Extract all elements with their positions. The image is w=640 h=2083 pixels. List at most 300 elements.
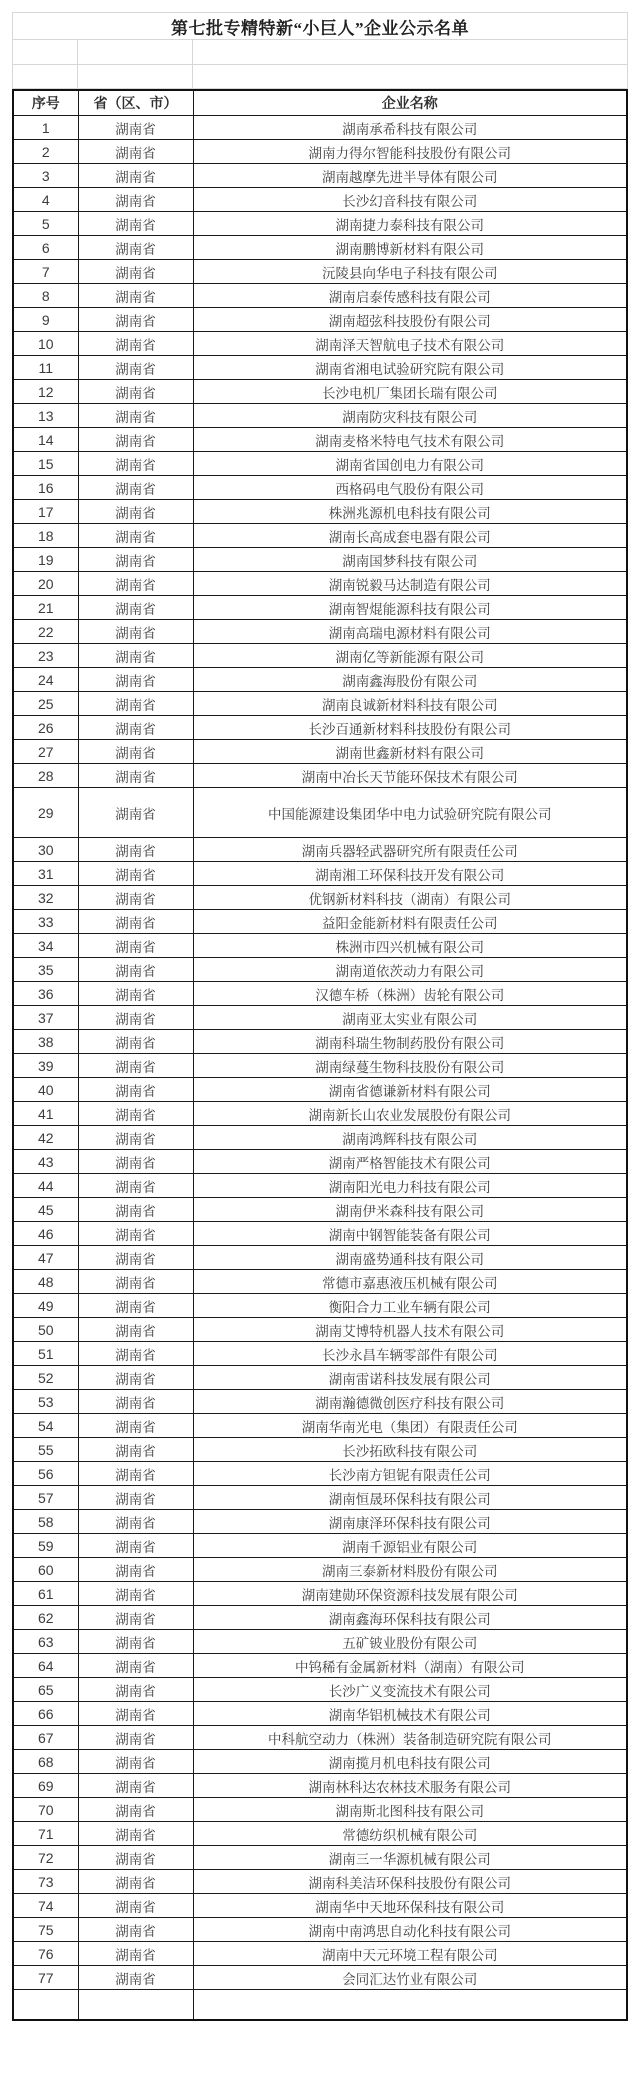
company-name-cell: 湖南鹏博新材料有限公司 (193, 236, 627, 260)
company-name-cell: 湖南越摩先进半导体有限公司 (193, 164, 627, 188)
table-row (13, 1774, 627, 1798)
province-cell: 湖南省 (78, 1606, 193, 1630)
empty-cell (13, 65, 78, 89)
province-cell: 湖南省 (78, 740, 193, 764)
company-name-cell: 湖南防灾科技有限公司 (193, 404, 627, 428)
province-cell: 湖南省 (78, 1462, 193, 1486)
row-number-cell: 25 (13, 692, 78, 716)
company-name-cell: 湖南鑫海环保科技有限公司 (193, 1606, 627, 1630)
company-name-cell: 长沙拓欧科技有限公司 (193, 1438, 627, 1462)
table-row (13, 1942, 627, 1966)
row-number-cell: 42 (13, 1126, 78, 1150)
company-name-cell: 湖南泽天智航电子技术有限公司 (193, 332, 627, 356)
row-number-cell: 17 (13, 500, 78, 524)
empty-cell (78, 65, 193, 89)
province-cell: 湖南省 (78, 1054, 193, 1078)
table-row (13, 1294, 627, 1318)
province-cell: 湖南省 (78, 548, 193, 572)
column-header-no: 序号 (13, 90, 78, 116)
province-cell: 湖南省 (78, 1390, 193, 1414)
company-name-cell: 沅陵县向华电子科技有限公司 (193, 260, 627, 284)
province-cell: 湖南省 (78, 1798, 193, 1822)
row-number-cell: 38 (13, 1030, 78, 1054)
row-number-cell: 76 (13, 1942, 78, 1966)
table-row (13, 1438, 627, 1462)
table-row (13, 1510, 627, 1534)
company-name-cell: 湖南超弦科技股份有限公司 (193, 308, 627, 332)
row-number-cell: 1 (13, 116, 78, 140)
company-name-cell: 湖南中冶长天节能环保技术有限公司 (193, 764, 627, 788)
table-row (13, 1870, 627, 1894)
company-name-cell: 湖南新长山农业发展股份有限公司 (193, 1102, 627, 1126)
company-name-cell: 湖南千源铝业有限公司 (193, 1534, 627, 1558)
company-name-cell: 衡阳合力工业车辆有限公司 (193, 1294, 627, 1318)
table-row (13, 1222, 627, 1246)
company-name-cell: 湖南华南光电（集团）有限责任公司 (193, 1414, 627, 1438)
row-number-cell: 43 (13, 1150, 78, 1174)
table-row (13, 212, 627, 236)
table-row (13, 1534, 627, 1558)
table-row (13, 1726, 627, 1750)
table-row (13, 1654, 627, 1678)
company-name-cell: 湖南鸿辉科技有限公司 (193, 1126, 627, 1150)
province-cell: 湖南省 (78, 116, 193, 140)
company-name-cell: 湖南高瑞电源材料有限公司 (193, 620, 627, 644)
table-row (13, 644, 627, 668)
company-name-cell: 湖南世鑫新材料有限公司 (193, 740, 627, 764)
province-cell: 湖南省 (78, 716, 193, 740)
province-cell: 湖南省 (78, 910, 193, 934)
company-name-cell: 湖南智焜能源科技有限公司 (193, 596, 627, 620)
table-row (13, 982, 627, 1006)
row-number-cell: 64 (13, 1654, 78, 1678)
row-number-cell: 22 (13, 620, 78, 644)
company-name-cell: 湖南科美洁环保科技股份有限公司 (193, 1870, 627, 1894)
table-row (13, 1390, 627, 1414)
table-row (13, 1414, 627, 1438)
company-name-cell: 湖南省德谦新材料有限公司 (193, 1078, 627, 1102)
pre-table-area (12, 12, 628, 89)
company-name-cell: 湖南艾博特机器人技术有限公司 (193, 1318, 627, 1342)
row-number-cell: 30 (13, 838, 78, 862)
row-number-cell: 24 (13, 668, 78, 692)
company-name-cell: 湖南道依茨动力有限公司 (193, 958, 627, 982)
header-row (13, 90, 627, 116)
province-cell: 湖南省 (78, 1126, 193, 1150)
table-row (13, 934, 627, 958)
row-number-cell: 56 (13, 1462, 78, 1486)
table-row (13, 356, 627, 380)
company-name-cell: 湖南华中天地环保科技有限公司 (193, 1894, 627, 1918)
row-number-cell: 27 (13, 740, 78, 764)
row-number-cell: 4 (13, 188, 78, 212)
table-row (13, 1678, 627, 1702)
row-number-cell: 48 (13, 1270, 78, 1294)
table-row (13, 1846, 627, 1870)
province-cell: 湖南省 (78, 1846, 193, 1870)
province-cell: 湖南省 (78, 644, 193, 668)
row-number-cell: 71 (13, 1822, 78, 1846)
table-row (13, 1246, 627, 1270)
row-number-cell: 34 (13, 934, 78, 958)
province-cell: 湖南省 (78, 620, 193, 644)
company-name-cell: 湖南三一华源机械有限公司 (193, 1846, 627, 1870)
row-number-cell: 44 (13, 1174, 78, 1198)
table-row (13, 862, 627, 886)
empty-cell (193, 65, 627, 89)
province-cell: 湖南省 (78, 476, 193, 500)
province-cell: 湖南省 (78, 1918, 193, 1942)
company-name-cell: 湖南省湘电试验研究院有限公司 (193, 356, 627, 380)
row-number-cell: 74 (13, 1894, 78, 1918)
row-number-cell: 47 (13, 1246, 78, 1270)
row-number-cell: 33 (13, 910, 78, 934)
company-table-body (13, 116, 627, 1990)
table-row (13, 1006, 627, 1030)
row-number-cell: 32 (13, 886, 78, 910)
row-number-cell: 54 (13, 1414, 78, 1438)
page-title: 第七批专精特新“小巨人”企业公示名单 (13, 13, 627, 40)
company-name-cell: 湖南承希科技有限公司 (193, 116, 627, 140)
spreadsheet-area (12, 12, 628, 2021)
province-cell: 湖南省 (78, 1150, 193, 1174)
province-cell: 湖南省 (78, 212, 193, 236)
table-row (13, 620, 627, 644)
company-name-cell: 湖南中钢智能装备有限公司 (193, 1222, 627, 1246)
table-row (13, 716, 627, 740)
empty-cell (13, 40, 78, 65)
table-row (13, 740, 627, 764)
table-row (13, 500, 627, 524)
row-number-cell: 28 (13, 764, 78, 788)
table-row (13, 188, 627, 212)
company-name-cell: 湖南湘工环保科技开发有限公司 (193, 862, 627, 886)
row-number-cell: 65 (13, 1678, 78, 1702)
province-cell: 湖南省 (78, 934, 193, 958)
row-number-cell: 31 (13, 862, 78, 886)
company-name-cell: 湖南亚太实业有限公司 (193, 1006, 627, 1030)
company-name-cell: 中钨稀有金属新材料（湖南）有限公司 (193, 1654, 627, 1678)
empty-row (13, 40, 627, 65)
row-number-cell: 18 (13, 524, 78, 548)
table-row (13, 1270, 627, 1294)
row-number-cell: 7 (13, 260, 78, 284)
row-number-cell: 57 (13, 1486, 78, 1510)
company-table (12, 89, 628, 2021)
company-name-cell: 五矿铍业股份有限公司 (193, 1630, 627, 1654)
table-row (13, 692, 627, 716)
province-cell: 湖南省 (78, 1198, 193, 1222)
table-row (13, 1126, 627, 1150)
table-row (13, 1486, 627, 1510)
row-number-cell: 72 (13, 1846, 78, 1870)
table-row (13, 1822, 627, 1846)
row-number-cell: 36 (13, 982, 78, 1006)
company-name-cell: 长沙广义变流技术有限公司 (193, 1678, 627, 1702)
province-cell: 湖南省 (78, 1270, 193, 1294)
company-name-cell: 中国能源建设集团华中电力试验研究院有限公司 (193, 788, 627, 838)
table-row (13, 380, 627, 404)
province-cell: 湖南省 (78, 1222, 193, 1246)
table-row (13, 284, 627, 308)
table-row (13, 910, 627, 934)
province-cell: 湖南省 (78, 1726, 193, 1750)
table-row (13, 1030, 627, 1054)
province-cell: 湖南省 (78, 1318, 193, 1342)
province-cell: 湖南省 (78, 958, 193, 982)
company-name-cell: 长沙电机厂集团长瑞有限公司 (193, 380, 627, 404)
row-number-cell: 11 (13, 356, 78, 380)
row-number-cell: 29 (13, 788, 78, 838)
company-name-cell: 湖南绿蔓生物科技股份有限公司 (193, 1054, 627, 1078)
row-number-cell: 59 (13, 1534, 78, 1558)
province-cell: 湖南省 (78, 1246, 193, 1270)
province-cell: 湖南省 (78, 1414, 193, 1438)
company-name-cell: 西格码电气股份有限公司 (193, 476, 627, 500)
trailing-empty-row (13, 1990, 627, 2021)
company-name-cell: 湖南鑫海股份有限公司 (193, 668, 627, 692)
company-name-cell: 湖南建勋环保资源科技发展有限公司 (193, 1582, 627, 1606)
province-cell: 湖南省 (78, 1894, 193, 1918)
company-name-cell: 会同汇达竹业有限公司 (193, 1966, 627, 1990)
company-name-cell: 株洲市四兴机械有限公司 (193, 934, 627, 958)
table-row (13, 404, 627, 428)
table-row (13, 140, 627, 164)
row-number-cell: 46 (13, 1222, 78, 1246)
company-name-cell: 湖南伊米森科技有限公司 (193, 1198, 627, 1222)
table-row (13, 164, 627, 188)
province-cell: 湖南省 (78, 1678, 193, 1702)
table-row (13, 1630, 627, 1654)
row-number-cell: 53 (13, 1390, 78, 1414)
province-cell: 湖南省 (78, 380, 193, 404)
table-row (13, 1102, 627, 1126)
table-row (13, 886, 627, 910)
row-number-cell: 35 (13, 958, 78, 982)
table-row (13, 1078, 627, 1102)
row-number-cell: 37 (13, 1006, 78, 1030)
province-cell: 湖南省 (78, 1342, 193, 1366)
province-cell: 湖南省 (78, 1942, 193, 1966)
province-cell: 湖南省 (78, 572, 193, 596)
row-number-cell: 15 (13, 452, 78, 476)
row-number-cell: 68 (13, 1750, 78, 1774)
row-number-cell: 61 (13, 1582, 78, 1606)
province-cell: 湖南省 (78, 1174, 193, 1198)
table-row (13, 1894, 627, 1918)
row-number-cell: 3 (13, 164, 78, 188)
company-name-cell: 湖南瀚德微创医疗科技有限公司 (193, 1390, 627, 1414)
table-row (13, 1342, 627, 1366)
company-name-cell: 湖南揽月机电科技有限公司 (193, 1750, 627, 1774)
province-cell: 湖南省 (78, 284, 193, 308)
company-table-footer (13, 1990, 627, 2021)
province-cell: 湖南省 (78, 164, 193, 188)
company-name-cell: 湖南中南鸿思自动化科技有限公司 (193, 1918, 627, 1942)
province-cell: 湖南省 (78, 308, 193, 332)
company-name-cell: 湖南省国创电力有限公司 (193, 452, 627, 476)
table-row (13, 764, 627, 788)
province-cell: 湖南省 (78, 982, 193, 1006)
table-row (13, 1366, 627, 1390)
table-row (13, 596, 627, 620)
company-name-cell: 湖南恒晟环保科技有限公司 (193, 1486, 627, 1510)
company-name-cell: 株洲兆源机电科技有限公司 (193, 500, 627, 524)
company-name-cell: 常德纺织机械有限公司 (193, 1822, 627, 1846)
empty-row (13, 65, 627, 89)
table-row (13, 476, 627, 500)
empty-cell (78, 1990, 193, 2021)
province-cell: 湖南省 (78, 452, 193, 476)
province-cell: 湖南省 (78, 668, 193, 692)
province-cell: 湖南省 (78, 596, 193, 620)
table-row (13, 958, 627, 982)
province-cell: 湖南省 (78, 332, 193, 356)
row-number-cell: 63 (13, 1630, 78, 1654)
row-number-cell: 8 (13, 284, 78, 308)
company-name-cell: 湖南雷诺科技发展有限公司 (193, 1366, 627, 1390)
company-name-cell: 湖南严格智能技术有限公司 (193, 1150, 627, 1174)
province-cell: 湖南省 (78, 500, 193, 524)
province-cell: 湖南省 (78, 188, 193, 212)
row-number-cell: 10 (13, 332, 78, 356)
company-name-cell: 湖南阳光电力科技有限公司 (193, 1174, 627, 1198)
row-number-cell: 58 (13, 1510, 78, 1534)
province-cell: 湖南省 (78, 1366, 193, 1390)
empty-cell (78, 40, 193, 65)
empty-cell (13, 1990, 78, 2021)
province-cell: 湖南省 (78, 404, 193, 428)
empty-cell (193, 40, 627, 65)
company-name-cell: 湖南锐毅马达制造有限公司 (193, 572, 627, 596)
row-number-cell: 49 (13, 1294, 78, 1318)
table-row (13, 1318, 627, 1342)
row-number-cell: 26 (13, 716, 78, 740)
table-row (13, 668, 627, 692)
table-row (13, 1054, 627, 1078)
province-cell: 湖南省 (78, 1582, 193, 1606)
table-row (13, 1174, 627, 1198)
province-cell: 湖南省 (78, 1558, 193, 1582)
province-cell: 湖南省 (78, 886, 193, 910)
row-number-cell: 16 (13, 476, 78, 500)
province-cell: 湖南省 (78, 1774, 193, 1798)
company-name-cell: 优钢新材料科技（湖南）有限公司 (193, 886, 627, 910)
company-name-cell: 湖南华铝机械技术有限公司 (193, 1702, 627, 1726)
table-row (13, 524, 627, 548)
row-number-cell: 40 (13, 1078, 78, 1102)
company-name-cell: 湖南三泰新材料股份有限公司 (193, 1558, 627, 1582)
table-row (13, 1702, 627, 1726)
table-row (13, 1462, 627, 1486)
table-row (13, 1198, 627, 1222)
company-name-cell: 湖南力得尔智能科技股份有限公司 (193, 140, 627, 164)
province-cell: 湖南省 (78, 862, 193, 886)
row-number-cell: 41 (13, 1102, 78, 1126)
province-cell: 湖南省 (78, 1702, 193, 1726)
province-cell: 湖南省 (78, 1654, 193, 1678)
province-cell: 湖南省 (78, 356, 193, 380)
row-number-cell: 9 (13, 308, 78, 332)
row-number-cell: 51 (13, 1342, 78, 1366)
province-cell: 湖南省 (78, 1534, 193, 1558)
table-row (13, 1966, 627, 1990)
company-name-cell: 湖南启泰传感科技有限公司 (193, 284, 627, 308)
table-row (13, 788, 627, 838)
company-name-cell: 长沙百通新材料科技股份有限公司 (193, 716, 627, 740)
column-header-company: 企业名称 (193, 90, 627, 116)
row-number-cell: 14 (13, 428, 78, 452)
table-row (13, 428, 627, 452)
company-name-cell: 湖南亿等新能源有限公司 (193, 644, 627, 668)
company-name-cell: 湖南康泽环保科技有限公司 (193, 1510, 627, 1534)
province-cell: 湖南省 (78, 764, 193, 788)
company-name-cell: 益阳金能新材料有限责任公司 (193, 910, 627, 934)
province-cell: 湖南省 (78, 236, 193, 260)
company-name-cell: 湖南斯北图科技有限公司 (193, 1798, 627, 1822)
row-number-cell: 19 (13, 548, 78, 572)
province-cell: 湖南省 (78, 692, 193, 716)
province-cell: 湖南省 (78, 1438, 193, 1462)
company-table-header (13, 90, 627, 116)
row-number-cell: 67 (13, 1726, 78, 1750)
table-row (13, 838, 627, 862)
row-number-cell: 73 (13, 1870, 78, 1894)
row-number-cell: 55 (13, 1438, 78, 1462)
table-row (13, 1558, 627, 1582)
table-row (13, 116, 627, 140)
row-number-cell: 39 (13, 1054, 78, 1078)
province-cell: 湖南省 (78, 1030, 193, 1054)
province-cell: 湖南省 (78, 524, 193, 548)
row-number-cell: 60 (13, 1558, 78, 1582)
company-name-cell: 湖南兵器轻武器研究所有限责任公司 (193, 838, 627, 862)
table-row (13, 332, 627, 356)
table-row (13, 1918, 627, 1942)
empty-cell (193, 1990, 627, 2021)
table-row (13, 548, 627, 572)
company-name-cell: 常德市嘉惠液压机械有限公司 (193, 1270, 627, 1294)
row-number-cell: 70 (13, 1798, 78, 1822)
province-cell: 湖南省 (78, 1510, 193, 1534)
row-number-cell: 69 (13, 1774, 78, 1798)
company-name-cell: 长沙永昌车辆零部件有限公司 (193, 1342, 627, 1366)
table-row (13, 1750, 627, 1774)
table-row (13, 1798, 627, 1822)
column-header-province: 省（区、市） (78, 90, 193, 116)
province-cell: 湖南省 (78, 1966, 193, 1990)
province-cell: 湖南省 (78, 428, 193, 452)
row-number-cell: 62 (13, 1606, 78, 1630)
row-number-cell: 2 (13, 140, 78, 164)
company-name-cell: 长沙南方钽铌有限责任公司 (193, 1462, 627, 1486)
company-name-cell: 汉德车桥（株洲）齿轮有限公司 (193, 982, 627, 1006)
table-row (13, 572, 627, 596)
province-cell: 湖南省 (78, 1870, 193, 1894)
company-name-cell: 长沙幻音科技有限公司 (193, 188, 627, 212)
table-row (13, 236, 627, 260)
table-row (13, 1150, 627, 1174)
row-number-cell: 20 (13, 572, 78, 596)
row-number-cell: 77 (13, 1966, 78, 1990)
row-number-cell: 12 (13, 380, 78, 404)
table-row (13, 1582, 627, 1606)
province-cell: 湖南省 (78, 1102, 193, 1126)
company-name-cell: 湖南捷力泰科技有限公司 (193, 212, 627, 236)
table-row (13, 452, 627, 476)
province-cell: 湖南省 (78, 1822, 193, 1846)
table-row (13, 308, 627, 332)
